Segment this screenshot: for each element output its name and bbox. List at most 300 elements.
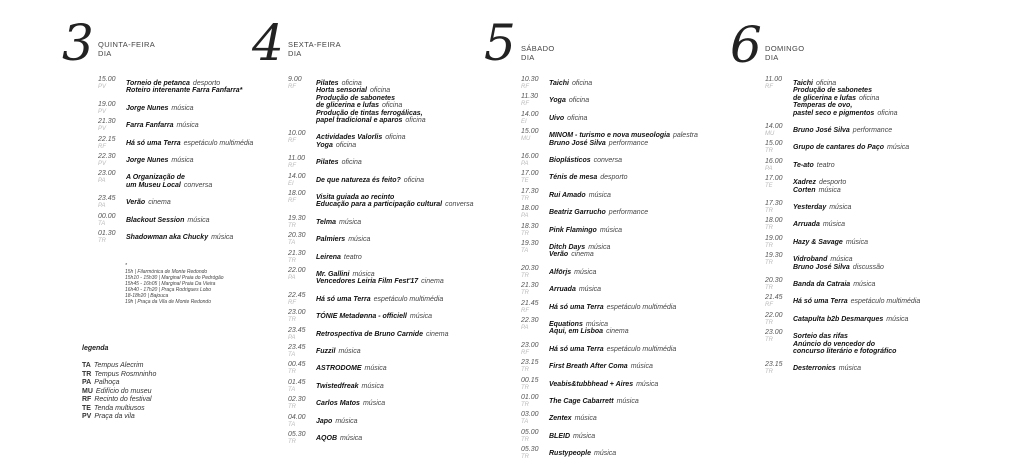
event-block	[316, 134, 406, 149]
event-category: música	[574, 268, 597, 276]
slot-time: 23.45	[288, 326, 306, 334]
event-line	[316, 296, 443, 303]
event-line	[316, 278, 444, 285]
slot-time: 11.00	[765, 76, 782, 83]
slot-time: 19.30	[521, 240, 539, 247]
event-category: música	[829, 204, 852, 211]
event-line	[316, 236, 370, 243]
event-title: Ténis de mesa	[549, 174, 598, 182]
slot-time: 19.00	[98, 100, 116, 108]
event-block	[793, 179, 846, 194]
slot-time: 21.30	[98, 118, 116, 126]
slot-venue: RF	[288, 163, 296, 170]
event-line	[793, 239, 868, 246]
event-title: Horta sensorial	[316, 87, 367, 95]
event-line	[316, 159, 362, 166]
event-line	[793, 316, 908, 323]
event-block	[549, 346, 676, 353]
event-category: música	[573, 432, 596, 440]
event-category: música	[171, 104, 194, 112]
day-number: 3	[62, 14, 94, 72]
day-number: 4	[252, 14, 284, 72]
slot-time: 14.00	[288, 172, 306, 180]
slot-time: 18.30	[521, 222, 539, 230]
event-category: música	[594, 450, 617, 458]
event-title: Bruno José Silva	[549, 139, 606, 147]
slot-venue: TR	[521, 436, 529, 443]
slot-venue: TR	[521, 367, 529, 374]
event-line	[549, 251, 610, 258]
legend-code: RF	[82, 396, 92, 403]
event-category: oficina	[341, 80, 362, 87]
event-block	[549, 209, 648, 216]
event-title: Corten	[793, 186, 816, 194]
event-title: Retrospectiva de Bruno Carnide	[316, 330, 423, 338]
event-block	[316, 254, 362, 261]
event-category: performance	[608, 139, 649, 147]
event-line	[793, 144, 909, 151]
event-line	[549, 346, 676, 353]
event-block	[316, 80, 426, 124]
legend-code: TA	[82, 362, 91, 369]
slot-venue: TA	[288, 386, 296, 393]
legend-label: Praça da vila	[94, 413, 135, 420]
event-block	[549, 157, 622, 164]
event-line	[316, 348, 361, 355]
slot-time: 22.00	[765, 311, 783, 319]
day-heading	[98, 40, 155, 58]
slot-time: 23.45	[98, 195, 116, 203]
event-category: música	[335, 417, 358, 425]
slot-time: 22.15	[98, 135, 116, 143]
event-title: Há só uma Terra	[793, 298, 848, 306]
event-title: Aqui, em Lisboa	[549, 328, 604, 336]
event-title: Yesterday	[793, 204, 827, 211]
slot-venue: TA	[521, 248, 529, 254]
dia-label: DIA	[765, 53, 779, 62]
event-title: Educação para a participação cultural	[316, 201, 443, 209]
event-block	[549, 115, 587, 122]
slot-time: 19.30	[288, 214, 306, 222]
legend-item	[82, 405, 156, 414]
event-line	[549, 450, 616, 457]
event-category: música	[340, 435, 363, 442]
slot-venue: RF	[288, 299, 296, 306]
event-line	[793, 162, 835, 169]
slot-time: 20.30	[521, 264, 539, 272]
slot-venue: PA	[521, 325, 529, 331]
slot-time: 16.00	[521, 153, 539, 160]
slot-venue: RF	[98, 143, 106, 150]
event-block	[316, 435, 362, 442]
slot-venue: PV	[98, 108, 107, 115]
event-title: First Breath After Coma	[549, 363, 628, 371]
legend-code: TR	[82, 370, 92, 378]
event-title: Uivo	[549, 114, 565, 122]
slot-time: 23.00	[288, 309, 306, 317]
event-title: Pink Flamingo	[549, 226, 597, 234]
event-line	[126, 182, 212, 189]
event-line	[316, 365, 387, 372]
slot-time: 01.30	[98, 230, 116, 237]
event-category: música	[830, 256, 853, 264]
legend-code: TE	[82, 404, 91, 412]
event-block	[316, 271, 444, 286]
slot-venue: TR	[765, 319, 773, 326]
slot-time: 03.00	[521, 411, 539, 419]
slot-time: 23.00	[98, 170, 116, 178]
event-category: oficina	[403, 176, 425, 184]
event-category: cinema	[606, 328, 629, 336]
event-line	[549, 115, 587, 122]
event-title: Beatriz Garrucho	[549, 209, 606, 217]
event-line	[549, 209, 648, 216]
event-category: música	[599, 226, 623, 234]
event-block	[793, 127, 892, 134]
event-category: oficina	[369, 87, 391, 95]
event-title: Torneio de petanca	[126, 80, 190, 87]
event-line	[793, 333, 896, 340]
event-line	[126, 105, 194, 112]
event-block	[793, 333, 896, 355]
event-line	[549, 321, 629, 328]
slot-time: 14.00	[765, 123, 783, 130]
slot-venue: TR	[521, 195, 529, 202]
event-block	[793, 281, 875, 288]
event-title: Alförjs	[549, 268, 572, 276]
event-title: Roteiro interenante Farra Fanfarra*	[126, 87, 243, 95]
event-line	[549, 363, 653, 370]
event-line	[126, 217, 210, 224]
event-category: música	[887, 144, 910, 152]
event-block	[316, 177, 424, 184]
event-line	[549, 227, 622, 234]
event-line	[126, 80, 242, 87]
event-block	[126, 140, 253, 147]
event-title: Xadrez	[793, 179, 816, 187]
slot-time: 17.30	[521, 187, 539, 195]
dia-label: DIA	[521, 53, 535, 62]
event-line	[126, 174, 212, 181]
event-title: Bioplásticos	[549, 157, 591, 164]
slot-venue: TR	[288, 404, 296, 411]
slot-venue: PA	[521, 161, 529, 167]
event-block	[316, 236, 370, 243]
event-category: oficina	[568, 97, 590, 105]
slot-venue: TR	[288, 369, 296, 376]
weekday-label: SÁBADO	[521, 44, 555, 53]
event-title: BLEID	[549, 432, 570, 440]
legend-label: Tempus Rosmninho	[94, 370, 157, 378]
roteiro-notes	[125, 263, 224, 305]
event-category: música	[588, 191, 611, 199]
slot-time: 05.30	[521, 446, 539, 454]
event-line	[316, 142, 406, 149]
slot-venue: PV	[98, 84, 107, 90]
event-block	[793, 298, 920, 305]
slot-venue: RF	[765, 84, 773, 90]
event-title: Palmiers	[316, 236, 346, 244]
event-block	[549, 286, 601, 293]
slot-time: 17.30	[765, 200, 783, 207]
event-title: MINOM - turismo e nova museologia	[549, 132, 670, 140]
event-category: oficina	[405, 117, 426, 125]
event-category: conversa	[593, 157, 623, 164]
day-heading	[765, 44, 804, 62]
slot-time: 00.00	[98, 212, 116, 220]
slot-time: 14.00	[521, 110, 539, 118]
slot-venue: TA	[288, 352, 296, 358]
slot-venue: RF	[765, 302, 773, 309]
event-category: música	[578, 286, 602, 294]
slot-venue: TR	[765, 242, 773, 249]
slot-venue: TE	[765, 183, 773, 190]
event-title: Farra Fanfarra	[126, 122, 174, 130]
slot-venue: TR	[98, 238, 106, 244]
event-line	[316, 117, 426, 124]
event-line	[793, 256, 884, 263]
event-block	[549, 398, 639, 405]
event-title: Rui Amado	[549, 191, 586, 199]
event-title: Twistedfreak	[316, 382, 359, 390]
event-line	[793, 127, 892, 134]
event-title: Visita guiada ao recinto	[316, 194, 395, 201]
event-title: Ditch Days	[549, 244, 586, 251]
legend-label: Tenda multiusos	[93, 404, 145, 412]
event-category: oficina	[571, 80, 593, 87]
event-category: oficina	[567, 114, 588, 122]
event-line	[126, 87, 242, 94]
legend-item	[82, 388, 156, 397]
event-category: conversa	[183, 181, 213, 189]
slot-time: 19.00	[765, 234, 783, 242]
event-category: desporto	[600, 174, 628, 182]
event-category: música	[818, 186, 841, 194]
event-title: Zentex	[549, 415, 572, 423]
slot-time: 01.45	[288, 378, 306, 386]
event-category: cinema	[425, 330, 449, 338]
slot-venue: TR	[521, 290, 529, 297]
event-category: oficina	[341, 159, 362, 167]
event-category: cinema	[571, 251, 594, 259]
event-block	[316, 159, 362, 166]
event-title: Verão	[126, 199, 146, 207]
event-title: Leirena	[316, 253, 341, 261]
legend-item	[82, 413, 156, 422]
slot-time: 17.00	[521, 170, 539, 178]
slot-venue: RF	[288, 138, 296, 145]
event-block	[126, 234, 233, 241]
event-line	[549, 286, 601, 293]
event-category: música	[176, 122, 199, 130]
slot-venue: TA	[288, 240, 296, 247]
event-title: Blackout Session	[126, 216, 185, 224]
event-title: Banda da Catraia	[793, 281, 851, 288]
event-block	[126, 80, 242, 95]
slot-time: 20.30	[288, 232, 306, 240]
event-line	[549, 157, 622, 164]
slot-venue: TR	[521, 230, 529, 237]
event-line	[126, 122, 199, 129]
slot-venue: TE	[521, 178, 529, 185]
slot-time: 22.30	[521, 317, 539, 324]
slot-venue: TA	[288, 421, 296, 428]
legend-label: Tempus Alecrim	[93, 362, 144, 369]
event-category: conversa	[445, 201, 474, 209]
event-category: música	[853, 281, 876, 288]
event-title: Jorge Nunes	[126, 104, 169, 112]
event-category: música	[636, 380, 659, 388]
slot-time: 10.00	[288, 130, 306, 138]
event-line	[793, 281, 875, 288]
event-category: oficina	[382, 102, 403, 110]
event-line	[316, 400, 385, 407]
event-line	[549, 304, 676, 311]
slot-time: 18.00	[288, 190, 306, 197]
event-title: Hazy & Savage	[793, 238, 843, 246]
slot-venue: TR	[288, 317, 296, 324]
event-line	[793, 95, 898, 102]
slot-venue: RF	[521, 101, 529, 108]
event-line	[316, 80, 426, 87]
event-title: de glicerina e lufas	[316, 102, 380, 110]
event-title: De que natureza és feito?	[316, 176, 401, 184]
slot-time: 22.00	[288, 267, 306, 274]
event-category: música	[822, 221, 846, 229]
event-category: teatro	[816, 161, 835, 169]
slot-time: 18.00	[765, 217, 783, 225]
event-title: Produção de tintas ferrogálicas,	[316, 109, 423, 117]
event-block	[316, 313, 432, 320]
event-block	[549, 321, 629, 336]
slot-time: 21.45	[521, 299, 539, 307]
event-line	[549, 132, 698, 139]
event-line	[316, 254, 362, 261]
slot-time: 10.30	[521, 76, 539, 83]
legend-code: PV	[82, 413, 92, 420]
event-block	[126, 157, 194, 164]
event-line	[316, 110, 426, 117]
note-line: *	[125, 263, 127, 269]
event-line	[549, 97, 589, 104]
slot-time: 23.15	[521, 359, 539, 367]
event-category: música	[616, 398, 639, 405]
event-title: Arruada	[549, 286, 576, 294]
event-line	[316, 271, 444, 278]
event-category: música	[630, 363, 653, 371]
event-block	[549, 80, 592, 87]
slot-venue: PA	[288, 334, 296, 341]
event-line	[316, 194, 473, 201]
slot-venue: TR	[521, 454, 529, 461]
event-line	[126, 199, 171, 206]
event-line	[549, 433, 595, 440]
event-line	[793, 187, 846, 194]
event-line	[549, 140, 698, 147]
event-line	[316, 313, 432, 320]
event-title: Fuzzil	[316, 348, 336, 355]
event-block	[549, 97, 589, 104]
slot-venue: TR	[765, 148, 773, 155]
event-category: performance	[608, 209, 649, 217]
event-line	[316, 177, 424, 184]
event-title: Bruno José Silva	[793, 127, 850, 134]
slot-venue: TR	[765, 369, 773, 376]
weekday-label: QUINTA-FEIRA	[98, 40, 156, 49]
event-block	[126, 217, 210, 224]
event-category: música	[348, 236, 371, 244]
event-line	[316, 383, 384, 390]
event-line	[549, 328, 629, 335]
event-title: TÓNIE Metadønna - officiell	[316, 313, 407, 321]
event-block	[793, 316, 908, 323]
slot-time: 21.30	[288, 249, 306, 257]
slot-venue: PA	[521, 213, 529, 220]
slot-time: 15.00	[98, 76, 116, 83]
event-title: Há só uma Terra	[126, 139, 181, 147]
event-title: Anúncio do vencedor do	[793, 340, 876, 348]
event-block	[549, 363, 653, 370]
event-line	[793, 365, 861, 372]
event-block	[549, 381, 658, 388]
slot-venue: TR	[521, 402, 529, 408]
legend-code: MU	[82, 387, 93, 395]
event-line	[793, 221, 845, 228]
slot-time: 00.15	[521, 376, 539, 384]
event-line	[549, 381, 658, 388]
event-title: Te-ato	[793, 161, 814, 169]
event-category: oficina	[335, 141, 357, 149]
event-title: Pilates	[316, 159, 339, 167]
event-line	[793, 298, 920, 305]
event-title: Telma	[316, 218, 336, 226]
event-category: espetáculo multimédia	[606, 303, 677, 311]
legend-label: Recinto do festival	[94, 396, 152, 403]
event-category: música	[886, 315, 909, 323]
event-category: palestra	[672, 132, 698, 140]
event-title: Rustypeople	[549, 450, 592, 458]
event-line	[793, 341, 896, 348]
slot-venue: RF	[288, 84, 296, 90]
event-title: AQOB	[316, 435, 337, 442]
event-title: Produção de sabonetes	[793, 87, 872, 95]
event-block	[316, 365, 387, 372]
event-block	[316, 418, 358, 425]
event-title: Vidroband	[793, 256, 828, 264]
event-category: música	[211, 234, 234, 241]
event-line	[549, 398, 639, 405]
slot-venue: TR	[288, 439, 296, 445]
event-block	[793, 365, 861, 372]
event-block	[549, 269, 596, 276]
event-line	[316, 95, 426, 102]
event-line	[316, 134, 406, 141]
event-title: Taichi	[793, 80, 813, 87]
slot-time: 9.00	[288, 76, 302, 83]
slot-venue: TR	[288, 257, 296, 264]
event-block	[316, 383, 384, 390]
event-title: Produção de sabonetes	[316, 94, 395, 102]
event-line	[793, 110, 898, 117]
event-line	[126, 234, 233, 241]
event-block	[549, 227, 622, 234]
event-line	[793, 348, 896, 355]
slot-venue: RF	[521, 349, 529, 356]
event-block	[126, 105, 194, 112]
slot-time: 05.00	[521, 428, 539, 436]
event-line	[549, 269, 596, 276]
event-line	[316, 435, 362, 442]
